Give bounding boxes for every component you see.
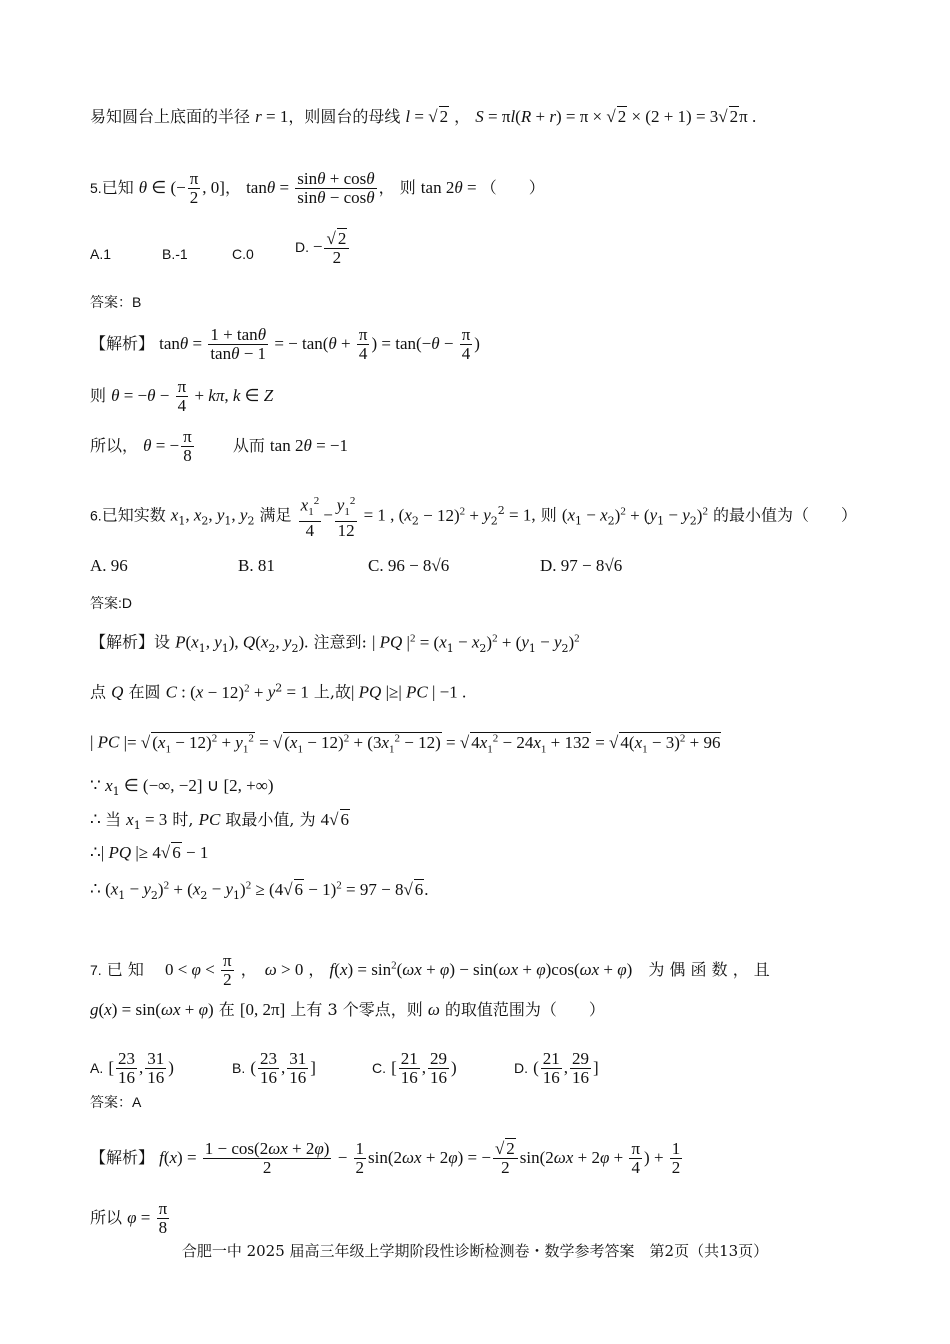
question-5-solution-3: 所以， θ = − $\frac{\pi}{8}$ 从而 tan 2θ = −1 — [90, 427, 348, 465]
question-6-stem: 6.已知实数 $x_1$, $x_2$, $y_1$, $y_2$ 满足 $\frac{x_1^2}{4}$ − $\frac{y_1^2}{12}$ = 1 , $(x_2 - 12)^2 + y_2^2 = 1$, 则 $(x_1 - x_2)^2 + (y_1 - y_2)^2$ 的最小值为（ ） — [90, 492, 890, 540]
option-d: D. 97 − 8√6 — [540, 556, 623, 575]
option-c: C. 96 − 8√6 — [368, 556, 450, 575]
question-7-stem-2: g(x) = sin(ωx + φ) 在 [0, 2π] 上有 3 个零点，则 ω 的取值范围为（ ） — [90, 1000, 605, 1019]
option-d: D. ( $\frac{21}{16}$ , $\frac{29}{16}$ ] — [514, 1049, 599, 1087]
question-6-solution-3: | PC |= √ $(x_1 - 12)^2 + y_1^2$ = √ $(x_1 - 12)^2 + (3x_1^2 - 12)$ = √ $4x_1^2 - 24x_1 + 132$ = √ $4(x_1 - 3)^2 + 96$ — [90, 732, 721, 756]
question-5-solution-2: 则 θ = −θ − $\frac{\pi}{4}$ + kπ, k ∈ Z — [90, 377, 274, 415]
question-5-answer: 答案：B — [90, 294, 142, 310]
option-a: A. [ $\frac{23}{16}$ , $\frac{31}{16}$ ) — [90, 1049, 174, 1087]
page-footer: 合肥一中 2025 届高三年级上学期阶段性诊断检测卷・数学参考答案 第2页（共13页） — [181, 1242, 769, 1260]
text-frustum-conclusion: 易知圆台上底面的半径 r = 1，则圆台的母线 l = √ 2 ， S = πl(R + r) = π × √ 2 × (2 + 1) = 3√ 2π . — [90, 107, 757, 126]
option-c: C. [ $\frac{21}{16}$ , $\frac{29}{16}$ ) — [372, 1049, 457, 1087]
question-7-answer: 答案：A — [90, 1094, 142, 1110]
option-a: A. 96 — [90, 556, 128, 575]
option-b: B.-1 — [162, 246, 188, 262]
option-c: C.0 — [232, 246, 254, 262]
question-7-solution-2: 所以 φ = $\frac{\pi}{8}$ — [90, 1199, 168, 1237]
question-6-solution-2: 点 Q 在圆 C : $(x - 12)^2 + y^2 = 1$ 上,故| PQ |≥| PC | −1 . — [90, 681, 467, 702]
question-5-solution-1: 【解析】 tanθ = $\frac{1 + \tan\theta}{\tan\theta - 1}$ = − tan(θ + $\frac{\pi}{4}$ ) = tan(−θ − $\frac{\pi}{4}$ ) — [90, 325, 480, 363]
option-d: D. − $\frac{√ 2}{2}$ — [295, 230, 351, 267]
question-6-solution-5: ∴ 当 $x_1 = 3$ 时, PC 取最小值, 为 4√ 6 — [90, 810, 350, 833]
question-7-stem-1: 7. 已 知 0 < φ < $\frac{\pi}{2}$ ， ω > 0 ， $f(x) = \sin^2(\omega x + \varphi) - \sin(\omega x + \varphi)\cos(\omega x + \varphi)$ 为 偶 函 数 ， 且 — [90, 951, 770, 989]
question-6-solution-1: 【解析】设 $P(x_1$, $y_1$), $Q(x_2$, $y_2$). 注意到: | PQ $|^2 = (x_1 - x_2)^2 + (y_1 - y_2)^2$ — [90, 632, 580, 655]
question-6-solution-4: ∵ $x_1$ ∈ (−∞, −2] ∪ [2, +∞) — [90, 776, 274, 799]
option-b: B. 81 — [238, 556, 275, 575]
option-b: B. ( $\frac{23}{16}$ , $\frac{31}{16}$ ] — [232, 1049, 316, 1087]
question-7-solution-1: 【解析】 f(x) = $\frac{1 - \cos(2\omega x + 2\varphi)}{2}$ − $\frac{1}{2}$ sin(2ωx + 2φ) = − $\frac{√ 2}{2}$ sin(2ωx + 2φ + $\frac{\pi}{4}$ ) + $\frac{1}{2}$ — [90, 1139, 681, 1177]
question-6-answer: 答案:D — [90, 595, 132, 611]
question-5-stem: 5.已知 θ ∈ (− $\frac{\pi}{2}$ , 0]， tanθ = $\frac{\sin\theta + \cos\theta}{\sin\theta - \cos\theta}$ ， 则 tan 2θ = （ ） — [90, 169, 545, 207]
option-a: A.1 — [90, 246, 112, 262]
question-6-solution-6: ∴| PQ |≥ 4√ 6 − 1 — [90, 843, 209, 862]
question-6-solution-7: ∴ $(x_1 - y_2)^2 + (x_2 - y_1)^2 \ge (4√$ 6 − 1)$^2$ = 97 − 8√ 6. — [90, 879, 429, 902]
